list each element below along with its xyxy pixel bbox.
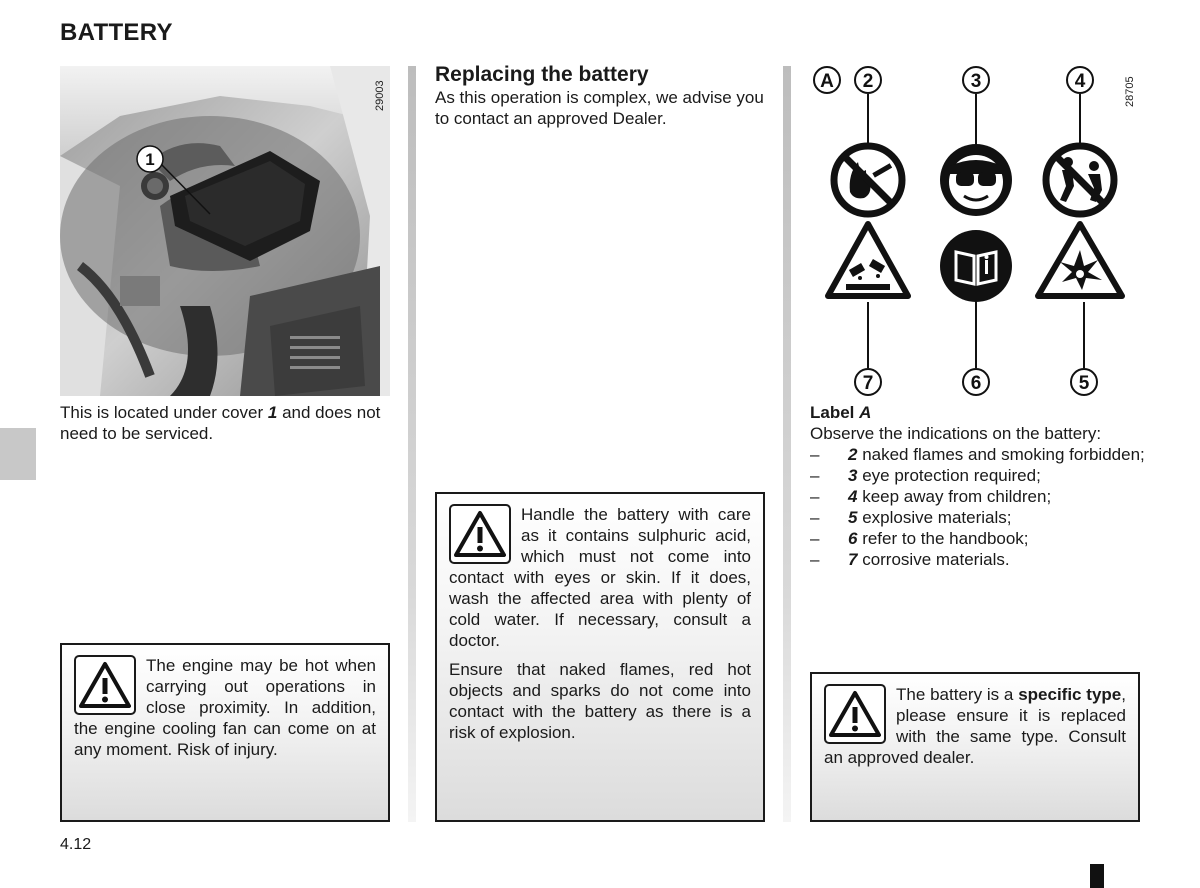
- warning-triangle-icon: [74, 655, 136, 715]
- label-number-6: 6: [970, 373, 982, 394]
- replacing-section: [435, 63, 770, 129]
- chapter-tab: [0, 428, 36, 480]
- engine-bay-photo: [60, 66, 390, 396]
- label-number-7: 7: [862, 373, 874, 394]
- no-naked-flames-icon: [834, 146, 902, 214]
- warning-triangle-icon: [449, 504, 511, 564]
- label-a-heading: Label A: [810, 403, 872, 422]
- list-item: – 6 refer to the handbook;: [810, 529, 1029, 548]
- battery-label-figure: [810, 62, 1145, 397]
- label-number-5: 5: [1078, 373, 1090, 394]
- list-item: – 3 eye protection required;: [810, 466, 1041, 485]
- replacing-text: As this operation is complex, we advise you to contact an approved Dealer.: [435, 88, 764, 128]
- label-number-2: 2: [862, 71, 874, 92]
- page-title: BATTERY: [60, 19, 173, 46]
- label-a-section: [810, 402, 1145, 570]
- label-a-intro: Observe the indications on the battery:: [810, 424, 1102, 443]
- explosion-warning-text: Ensure that naked flames, red hot objects and sparks do not come into contact with the battery as there is a risk of explosion.: [449, 660, 751, 742]
- photo-code: 29003: [374, 80, 386, 111]
- page-number: 4.12: [60, 836, 92, 853]
- list-item: – 2 naked flames and smoking forbidden;: [810, 445, 1145, 464]
- corner-mark: [1090, 864, 1104, 888]
- list-item: – 4 keep away from children;: [810, 487, 1052, 506]
- specific-type-warning-text: The battery is a specific type, please ensure it is replaced with the same type. Consult an approved dealer.: [824, 685, 1127, 767]
- list-item: – 7 corrosive materials.: [810, 550, 1010, 569]
- label-a-list: [810, 444, 1145, 570]
- label-figure-code: 28705: [1124, 76, 1136, 107]
- column-divider: [783, 66, 791, 822]
- column-divider: [408, 66, 416, 822]
- label-letter: A: [820, 71, 834, 92]
- list-item: – 5 explosive materials;: [810, 508, 1012, 527]
- engine-hot-warning: [60, 643, 390, 822]
- handbook-icon: [940, 230, 1012, 302]
- replacing-heading: Replacing the battery: [435, 63, 649, 86]
- label-number-4: 4: [1074, 71, 1086, 92]
- eye-protection-icon: [940, 144, 1012, 216]
- battery-location-text: This is located under cover 1 and does not need to be serviced.: [60, 403, 381, 443]
- explosive-icon: [1038, 224, 1122, 296]
- acid-warning: [435, 492, 765, 822]
- corrosive-icon: [828, 224, 908, 296]
- specific-type-warning: [810, 672, 1140, 822]
- warning-triangle-icon: [824, 684, 886, 744]
- photo-callout: 1: [145, 150, 155, 169]
- engine-hot-warning-text: The engine may be hot when carrying out operations in close proximity. In addition, the engine cooling fan can come on at any moment. Risk of injury.: [74, 656, 376, 759]
- label-number-3: 3: [970, 71, 982, 92]
- acid-warning-text: Handle the battery with care as it contains sulphuric acid, which must not come into contact with eyes or skin. If it does, wash the affected area with plenty of cold water. If necessary, consult a doctor.: [449, 505, 751, 650]
- keep-away-children-icon: [1046, 146, 1114, 214]
